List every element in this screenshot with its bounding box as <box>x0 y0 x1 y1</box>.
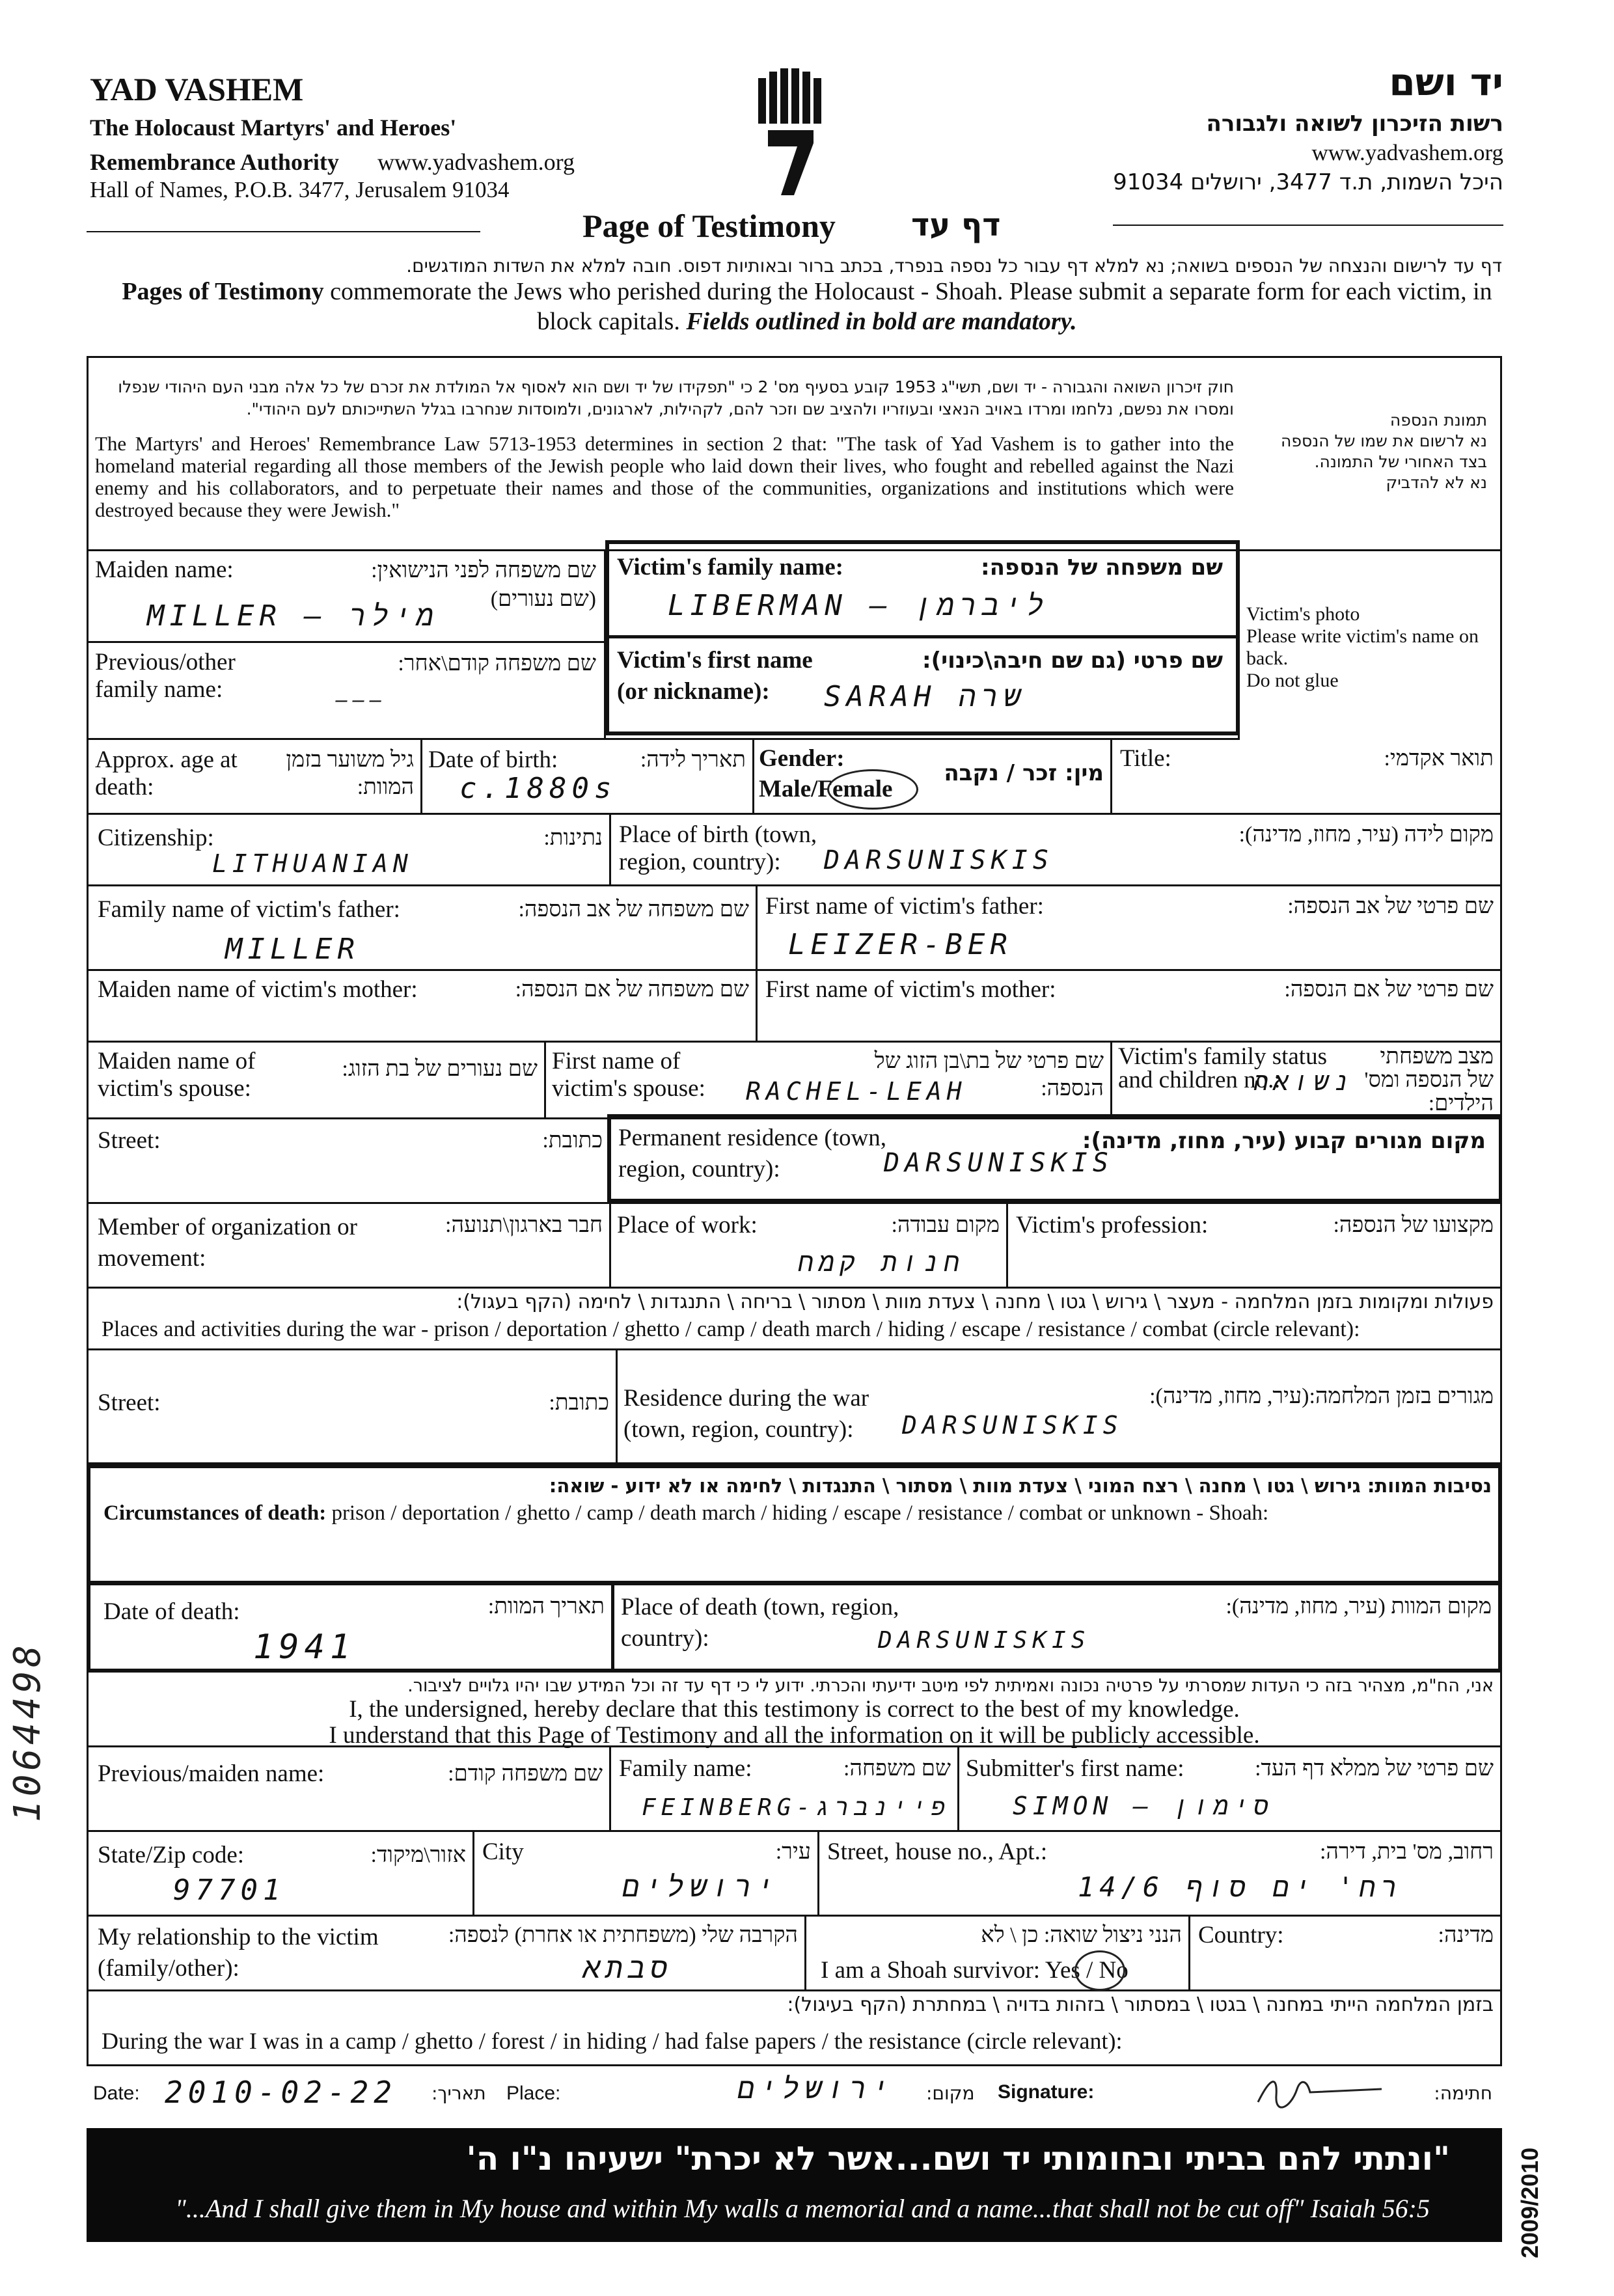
row-war-residence <box>87 1350 1502 1464</box>
father-family-value: MILLER <box>225 933 360 966</box>
footer-quote-eng: "...And I shall give them in My house and within My walls a memorial and a name...that shall not be cut off" Isaiah 56:5 <box>175 2194 1430 2223</box>
org-subtitle-1: The Holocaust Martyrs' and Heroes' <box>90 115 457 141</box>
spouse-first-value: RACHEL-LEAH <box>746 1077 967 1106</box>
heb-address: היכל השמות, ת.ד 3477, ירושלים 91034 <box>1113 169 1503 195</box>
submitter-first-heb: שם פרטי של ממלא דף העד: <box>1255 1756 1494 1781</box>
submitter-war-label[interactable]: During the war I was in a camp / ghetto / forest / in hiding / had false papers / the resistance (circle relevant): <box>102 2028 1123 2054</box>
place-heb: מקום: <box>926 2083 975 2104</box>
intro-bold: Pages of Testimony <box>122 278 324 305</box>
victim-name-box <box>605 540 1240 735</box>
place-label: Place: <box>506 2083 561 2104</box>
org-subtitle-2: Remembrance Authority <box>90 149 339 175</box>
submitter-row-war <box>87 1991 1502 2066</box>
relation-heb: הקרבה שלי (משפחתית או אחרת) לנספה: <box>448 1923 798 1947</box>
dod-label: Date of death: <box>103 1598 240 1625</box>
signature-label: Signature: <box>998 2081 1095 2103</box>
war-activities-label: Places and activities during the war - prison / deportation / ghetto / camp / death march / hiding / escape / resistance / combat (circle relevant): <box>102 1317 1360 1341</box>
workplace-label: Place of work: <box>617 1212 758 1238</box>
photo-area <box>1240 551 1502 740</box>
org-address: Hall of Names, P.O.B. 3477, Jerusalem 91034 <box>90 177 510 202</box>
war-activities-heb: פעולות ומקומות בזמן המלחמה - מעצר \ גירוש \ גטו \ מחנה \ צעדת מוות \ מסתור \ בריחה \ התנגדות \ לחימה (הקף בעגול): <box>456 1291 1494 1313</box>
city-heb: עיר: <box>775 1840 811 1864</box>
submitter-prev-maiden-label: Previous/maiden name: <box>98 1760 325 1787</box>
spouse-maiden-heb: שם נעורים של בת הזוג: <box>342 1057 538 1081</box>
pob-heb: מקום לידה (עיר, מחוז, מדינה): <box>1238 823 1494 847</box>
date-value: 2010-02-22 <box>165 2075 397 2110</box>
victim-first-name-heb: שם פרטי (גם שם חיבה\כינוי): <box>922 648 1223 674</box>
submitter-family-value: FEINBERG-פיינברג <box>642 1794 951 1821</box>
submitter-war-heb: בזמן המלחמה הייתי במחנה \ בגטו \ במסתור \ בזהות בדויה \ במחתרת (הקף בעיגול): <box>787 1993 1494 2016</box>
prev-family-label: Previous/other family name: <box>95 649 236 703</box>
perm-res-box <box>607 1114 1502 1202</box>
law-photo-section <box>87 356 1502 551</box>
pod-value: DARSUNISKIS <box>878 1627 1091 1654</box>
profession-label: Victim's profession: <box>1016 1212 1209 1238</box>
victim-first-name-value: SARAH שרה <box>824 680 1026 713</box>
street2-label: Street: <box>98 1389 161 1416</box>
maiden-name-label: Maiden name: <box>95 556 234 583</box>
citizenship-heb: נתינות: <box>543 826 603 850</box>
father-family-label: Family name of victim's father: <box>98 896 400 923</box>
death-circumstances-box <box>87 1464 1502 1585</box>
survivor-heb: הנני ניצול שואה: כן \ לא <box>981 1923 1182 1947</box>
row-spouse <box>87 1043 1502 1119</box>
country-heb: מדינה: <box>1438 1923 1494 1947</box>
footer-quote-heb: "ונתתי להם בביתי ובחומותי יד ושם...אשר לא יכרת" ישעיהו נ"ו ה' <box>466 2140 1450 2178</box>
mother-maiden-label: Maiden name of victim's mother: <box>98 976 418 1003</box>
gender-female-circle <box>827 769 918 810</box>
photo-instructions-heb: תמונת הנספה נא לרשום את שמו של הנספה בצד האחורי של התמונה. נא לא להדביק <box>1281 411 1487 492</box>
org-website: www.yadvashem.org <box>377 149 575 175</box>
intro-rest: commemorate the Jews who perished during the Holocaust - Shoah. Please submit a separate form for each victim, in block capitals. <box>330 278 1492 335</box>
gender-options[interactable]: Male/Female <box>759 776 893 802</box>
yad-vashem-logo <box>755 65 827 208</box>
intro-italic: Fields outlined in bold are mandatory. <box>686 308 1077 335</box>
date-heb: תאריך: <box>431 2083 486 2104</box>
submitter-row-names <box>87 1747 1502 1832</box>
pob-value: DARSUNISKIS <box>824 845 1054 875</box>
row-father <box>87 886 1502 971</box>
row-mother <box>87 971 1502 1043</box>
zip-value: 97701 <box>173 1874 286 1907</box>
heb-org-subtitle: רשות הזיכרון לשואה ולגבורה <box>1206 111 1503 137</box>
city-value: ירושלים <box>622 1870 779 1904</box>
perm-res-heb: מקום מגורים קבוע (עיר, מחוז, מדינה): <box>1082 1128 1486 1154</box>
sub-street-label: Street, house no., Apt.: <box>827 1838 1048 1865</box>
intro-text <box>98 277 1516 336</box>
profession-heb: מקצועו של הנספה: <box>1333 1213 1494 1237</box>
declaration-heb: אני, הח"מ, מצהיר בזה כי העדות שמסרתי על פרטיה נכונה ואמיתית לפי מיטב ידיעתי והכרתי. ידוע לי כי דף עד זה וכל המידע שבו יהיו גלויים לציבור. <box>407 1676 1494 1696</box>
submitter-family-label: Family name: <box>619 1755 752 1782</box>
gender-heb: מין: זכר / נקבה <box>944 760 1104 786</box>
mother-first-label: First name of victim's mother: <box>765 976 1056 1003</box>
sub-street-heb: רחוב, מס' בית, דירה: <box>1319 1840 1494 1864</box>
street-heb: כתובת: <box>542 1128 603 1153</box>
heb-org-name: יד ושם <box>1389 60 1503 104</box>
dod-heb: תאריך המוות: <box>487 1594 605 1619</box>
status-value: נשואה <box>1253 1067 1354 1096</box>
death-circ-heb: נסיבות המוות: גירוש \ גטו \ מחנה \ רצח המוני \ צעדת מוות \ מסתור \ התנגדות \ לחימה או לא ידוע - שואה: <box>549 1475 1492 1497</box>
spouse-maiden-label: Maiden name of victim's spouse: <box>98 1048 256 1102</box>
org-member-label: Member of organization or movement: <box>98 1214 357 1272</box>
dob-heb: תאריך לידה: <box>640 748 746 772</box>
father-family-heb: שם משפחה של אב הנספה: <box>518 897 749 922</box>
title-label: Title: <box>1120 745 1171 772</box>
side-record-number: 1064498 <box>7 1641 49 1822</box>
father-first-heb: שם פרטי של אב הנספה: <box>1287 894 1494 918</box>
death-circ-line <box>103 1499 1268 1527</box>
dob-label: Date of birth: <box>428 746 558 773</box>
prev-family-value: ——— <box>336 689 387 712</box>
pod-heb: מקום המוות (עיר, מחוז, מדינה): <box>1225 1594 1492 1619</box>
status-heb: מצב משפחתי של הנספה ומס' הילדים: <box>1364 1045 1494 1115</box>
row-citizenship <box>87 815 1502 886</box>
side-year: 2009/2010 <box>1516 2147 1543 2258</box>
submitter-row-relation <box>87 1917 1502 1991</box>
pod-label: Place of death (town, region, country): <box>621 1594 899 1652</box>
submitter-prev-maiden-heb: שם משפחה קודם: <box>448 1762 603 1786</box>
citizenship-value: LITHUANIAN <box>212 849 413 878</box>
row-work <box>87 1204 1502 1289</box>
maiden-name-heb: שם משפחה לפני הנישואין: (שם נעורים) <box>371 558 596 611</box>
survivor-yes-circle <box>1074 1950 1125 1991</box>
street2-heb: כתובת: <box>549 1391 609 1415</box>
survivor-label[interactable]: I am a Shoah survivor: Yes / No <box>821 1957 1128 1984</box>
signature-heb: חתימה: <box>1434 2083 1492 2104</box>
declaration-line1: I, the undersigned, hereby declare that this testimony is correct to the best of my knowledge. <box>349 1696 1240 1723</box>
gender-label: Gender: <box>759 745 845 772</box>
photo-instructions-eng: Victim's photo Please write victim's name on back. Do not glue <box>1246 603 1479 691</box>
declaration-section <box>87 1673 1502 1747</box>
age-heb: גיל משוער בזמן המוות: <box>286 748 414 799</box>
war-res-heb: מגורים בזמן המלחמה:(עיר, מחוז, מדינה): <box>1149 1384 1494 1408</box>
perm-res-label: Permanent residence (town, region, country): <box>618 1125 886 1182</box>
signature-mark <box>1252 2070 1408 2115</box>
place-value: ירושלים <box>737 2072 894 2105</box>
row-war-activities <box>87 1289 1502 1350</box>
date-label: Date: <box>93 2083 140 2104</box>
row-age-dob <box>87 740 1502 815</box>
age-label: Approx. age at death: <box>95 746 238 800</box>
dob-value: c.1880s <box>459 772 617 805</box>
workplace-heb: מקום עבודה: <box>891 1213 1000 1237</box>
perm-res-value: DARSUNISKIS <box>884 1148 1114 1178</box>
page-title-heb: דף עד <box>911 207 1001 243</box>
street-label: Street: <box>98 1127 161 1154</box>
victim-family-name-label: Victim's family name: <box>617 554 843 581</box>
org-member-heb: חבר בארגון\תנועה: <box>445 1213 603 1237</box>
submitter-row-address <box>87 1832 1502 1917</box>
heb-website: www.yadvashem.org <box>1311 140 1503 165</box>
submitter-family-heb: שם משפחה: <box>843 1756 951 1781</box>
country-label: Country: <box>1198 1922 1284 1948</box>
org-name: YAD VASHEM <box>90 71 304 107</box>
death-circ-options[interactable]: prison / deportation / ghetto / camp / death march / hiding / escape / resistance / combat or unknown - Shoah: <box>331 1501 1269 1525</box>
pob-label: Place of birth (town, region, country): <box>619 821 817 875</box>
father-first-label: First name of victim's father: <box>765 893 1044 920</box>
victim-family-name-value: LIBERMAN — ליברמן <box>668 589 1049 622</box>
header-divider-left <box>87 231 480 232</box>
father-first-value: LEIZER-BER <box>788 928 1013 961</box>
spouse-first-label: First name of victim's spouse: <box>552 1048 705 1102</box>
law-text-heb: חוק זיכרון השואה והגבורה - יד ושם, תשי"ג 1953 קובע בסעיף מס' 2 כי "תפקידו של יד ושם הוא לאסוף אל המולדת את זכרם של כל אלה מבני העם היהודי שנפלו ומסרו את נפשם, נלחמו ומרדו באויב הנאצי ובעוזריו ולהציב שם וזכר להם, לקהילות, לארגונים, ולמוסדות שנחרבו בגלל השתייכותם לעם היהודי". <box>118 377 1234 418</box>
maiden-name-value: MILLER — מילר <box>147 599 439 633</box>
zip-label: State/Zip code: <box>98 1842 245 1868</box>
page-title: Page of Testimony <box>582 208 836 244</box>
footer-banner <box>87 2128 1502 2242</box>
law-text-eng: The Martyrs' and Heroes' Remembrance Law 5713-1953 determines in section 2 that: "The task of Yad Vashem is to gather into the homeland material regarding all those members of the Jewish people who laid down their lives, who fought and rebelled against the Nazi enemy and his collaborators, and to perpetuate their names and those of the communities, organizations and institutions which were destroyed because they were Jewish." <box>95 432 1234 521</box>
citizenship-label: Citizenship: <box>98 825 214 851</box>
victim-family-name-heb: שם משפחה של הנספה: <box>981 554 1223 581</box>
mother-first-heb: שם פרטי של אם הנספה: <box>1284 977 1494 1002</box>
workplace-value: חנות קמח <box>798 1248 965 1278</box>
status-label: Victim's family status and children no.: <box>1118 1043 1327 1093</box>
death-date-box <box>87 1581 1502 1673</box>
signature-line <box>87 2070 1502 2122</box>
victim-first-name-label: Victim's first name (or nickname): <box>617 647 813 705</box>
war-res-label: Residence during the war (town, region, country): <box>623 1385 869 1443</box>
submitter-first-value: SIMON — סימון <box>1013 1792 1274 1820</box>
header-divider-right <box>1113 225 1503 226</box>
war-res-value: DARSUNISKIS <box>902 1411 1123 1440</box>
submitter-first-label: Submitter's first name: <box>966 1755 1184 1782</box>
declaration-line2: I understand that this Page of Testimony and all the information on it will be publicly accessible. <box>329 1722 1260 1749</box>
death-circ-label: Circumstances of death: <box>103 1501 327 1525</box>
mother-maiden-heb: שם משפחה של אם הנספה: <box>515 977 749 1002</box>
sub-street-value: רח' ים סוף 14/6 <box>1078 1871 1402 1903</box>
relation-label: My relationship to the victim (family/other): <box>98 1924 379 1982</box>
title-heb: תואר אקדמי: <box>1384 746 1494 771</box>
city-label: City <box>482 1838 524 1865</box>
dod-value: 1941 <box>253 1628 356 1667</box>
heb-instructions: דף עד לרישום והנצחה של הנספים בשואה; נא למלא דף עבור כל נספה בנפרד, בכתב ברור ובאותיות דפוס. חובה למלא את השדות המודגשים. <box>406 255 1502 277</box>
relation-value: סבתא <box>583 1952 673 1985</box>
prev-family-heb: שם משפחה קודם\אחר: <box>398 651 596 676</box>
zip-heb: אזור\מיקוד: <box>370 1843 466 1867</box>
spouse-first-heb: שם פרטי של בת\בן הזוג של הנספה: <box>874 1049 1104 1100</box>
